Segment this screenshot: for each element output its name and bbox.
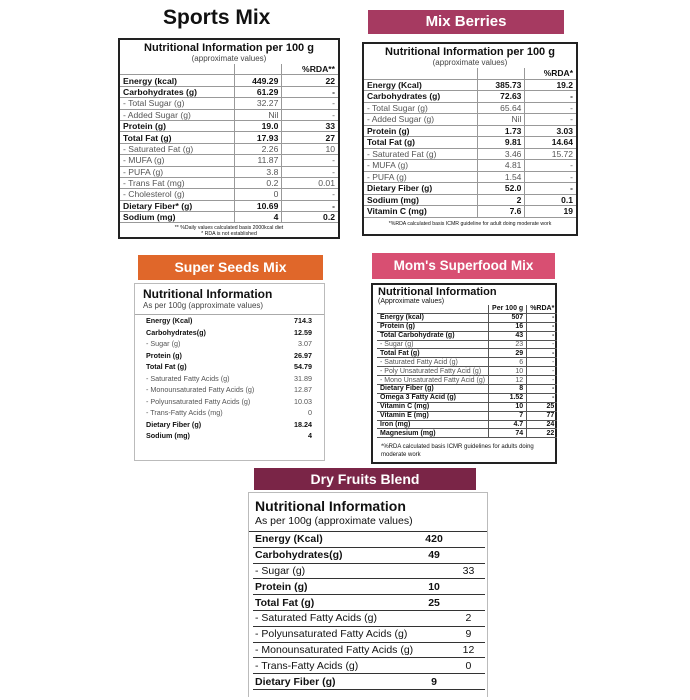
table-row xyxy=(377,402,557,411)
table-row xyxy=(143,430,315,442)
nutrient-rda: - xyxy=(527,331,558,340)
nutrient-rda: - xyxy=(282,189,338,200)
nutrient-name: - Poly Unsaturated Fatty Acid (g) xyxy=(377,367,489,376)
nutrient-value-col2 xyxy=(452,595,485,611)
nutrient-value: 72.63 xyxy=(478,91,525,103)
nutrient-value: 1.52 xyxy=(489,393,527,402)
table-row xyxy=(120,132,338,143)
nutrient-rda: 0.2 xyxy=(282,212,338,223)
nutrient-value: 12.87 xyxy=(294,385,312,395)
nutrient-value: 1.73 xyxy=(478,125,525,137)
nutrient-name: Total Fat (g) xyxy=(146,362,187,372)
nutrient-value: 65.64 xyxy=(478,102,525,114)
table-row xyxy=(377,393,557,402)
nutrient-value: 385.73 xyxy=(478,79,525,91)
table-row xyxy=(143,327,315,339)
nutrient-rda: - xyxy=(527,340,558,349)
nutrient-name: Total Fat (g) xyxy=(120,132,235,143)
table-header-row xyxy=(120,64,338,75)
nutrient-rda: - xyxy=(527,393,558,402)
table-row xyxy=(364,91,576,103)
nutrient-value: 31.89 xyxy=(294,373,312,383)
nutrient-value-col1 xyxy=(416,642,452,658)
nutrient-rda: - xyxy=(525,160,576,172)
nutrient-value: 4.81 xyxy=(478,160,525,172)
table-row xyxy=(377,376,557,385)
nutrient-value: 52.0 xyxy=(478,183,525,195)
nutrient-value: 2.26 xyxy=(235,143,282,154)
table-row xyxy=(253,532,485,547)
nutrient-rda: 15.72 xyxy=(525,148,576,160)
nutrition-table xyxy=(253,532,485,690)
nutrient-name: Dietary Fiber* (g) xyxy=(120,200,235,211)
column-header-rda: %RDA* xyxy=(525,68,576,79)
table-row xyxy=(364,194,576,206)
nutrient-rda: 19 xyxy=(525,206,576,218)
nutrient-value: 507 xyxy=(489,313,527,322)
table-row xyxy=(143,419,315,431)
panel-title: Nutritional Information per 100 g xyxy=(144,42,314,54)
nutrient-name: - Saturated Fat (g) xyxy=(364,148,478,160)
nutrient-value-col2: 2 xyxy=(452,610,485,626)
nutrient-rda: - xyxy=(282,200,338,211)
column-header-per-100g: Per 100 g xyxy=(489,305,527,313)
nutrient-name: Total Fat (g) xyxy=(364,137,478,149)
mix-berries-banner: Mix Berries xyxy=(368,10,564,34)
nutrient-value-col1 xyxy=(416,610,452,626)
nutrient-rda: 0.1 xyxy=(525,194,576,206)
nutrition-table xyxy=(377,305,557,438)
panel-title: Nutritional Information per 100 g xyxy=(385,46,555,58)
footnote: * RDA is not established xyxy=(201,231,257,238)
table-row xyxy=(377,313,557,322)
nutrient-value: 16 xyxy=(489,322,527,331)
sports-mix-heading: Sports Mix xyxy=(163,6,271,29)
nutrient-rda: - xyxy=(282,86,338,97)
nutrient-name: Dietary Fiber (g) xyxy=(377,385,489,394)
nutrient-rda: 14.64 xyxy=(525,137,576,149)
panel-title: Nutritional Information xyxy=(255,498,406,514)
nutrient-value: 7 xyxy=(489,411,527,420)
table-row xyxy=(364,160,576,172)
nutrition-table xyxy=(364,68,576,218)
nutrient-name: - Saturated Fat (g) xyxy=(120,143,235,154)
nutrient-value-col1: 9 xyxy=(416,674,452,690)
table-row xyxy=(377,358,557,367)
nutrient-value: 0 xyxy=(235,189,282,200)
panel-subtitle: (approximate values) xyxy=(191,54,267,63)
nutrient-name: - Mono Unsaturated Fatty Acid (g) xyxy=(377,376,489,385)
nutrient-name: - Sugar (g) xyxy=(377,340,489,349)
nutrient-name: - Polyunsaturated Fatty Acids (g) xyxy=(253,626,416,642)
nutrient-name: - Saturated Fatty Acids (g) xyxy=(146,373,230,383)
nutrient-name: Vitamin C (mg) xyxy=(377,402,489,411)
nutrient-value: 4 xyxy=(308,431,312,441)
nutrient-name: Protein (g) xyxy=(253,579,416,595)
nutrient-value-col2: 9 xyxy=(452,626,485,642)
panel-subtitle: As per 100g (approximate values) xyxy=(135,301,324,315)
table-row xyxy=(143,396,315,408)
nutrient-value: 0 xyxy=(308,408,312,418)
nutrient-name: - Sugar (g) xyxy=(253,563,416,579)
table-row xyxy=(143,315,315,327)
nutrient-value: 3.8 xyxy=(235,166,282,177)
nutrient-name: - Trans-Fatty Acids (g) xyxy=(253,658,416,674)
nutrient-name: - Monounsaturated Fatty Acids (g) xyxy=(253,642,416,658)
table-row xyxy=(377,420,557,429)
nutrient-value: 18.24 xyxy=(294,419,312,429)
nutrient-rda: 10 xyxy=(282,143,338,154)
nutrient-name: Total Carbohydrate (g) xyxy=(377,331,489,340)
table-row xyxy=(377,349,557,358)
table-row xyxy=(377,367,557,376)
nutrient-value-col2: 33 xyxy=(452,563,485,579)
footnote: *%RDA calculated basis ICMR guideline for adult doing moderate work xyxy=(388,220,552,227)
super-seeds-mix-banner: Super Seeds Mix xyxy=(138,255,323,280)
nutrient-name: Energy (Kcal) xyxy=(364,79,478,91)
nutrient-rda: - xyxy=(527,322,558,331)
table-row xyxy=(377,340,557,349)
table-row xyxy=(377,385,557,394)
table-row xyxy=(253,563,485,579)
nutrient-name: Energy (Kcal) xyxy=(253,532,416,547)
nutrient-name: Protein (g) xyxy=(120,120,235,131)
nutrient-name: - PUFA (g) xyxy=(364,171,478,183)
nutrient-name: Carbohydrates(g) xyxy=(253,547,416,563)
nutrient-value: 3.07 xyxy=(298,339,312,349)
nutrient-value-col1: 10 xyxy=(416,579,452,595)
nutrient-rda: - xyxy=(527,367,558,376)
nutrient-name: - Cholesterol (g) xyxy=(120,189,235,200)
table-row xyxy=(143,373,315,385)
nutrient-value: Nil xyxy=(478,114,525,126)
nutrient-rda: - xyxy=(527,313,558,322)
nutrient-name: - Sugar (g) xyxy=(146,339,181,349)
nutrient-rda: - xyxy=(282,155,338,166)
nutrient-rda: - xyxy=(525,171,576,183)
panel-title: Nutritional Information xyxy=(143,287,273,301)
column-header-nutrient xyxy=(364,68,478,79)
mix-berries-nutrition-panel xyxy=(362,42,578,236)
nutrient-rda: - xyxy=(527,349,558,358)
table-row xyxy=(364,125,576,137)
nutrient-value: 32.27 xyxy=(235,98,282,109)
nutrient-name: Iron (mg) xyxy=(377,420,489,429)
nutrient-value: 2 xyxy=(478,194,525,206)
nutrient-value: 9.81 xyxy=(478,137,525,149)
nutrient-value: 23 xyxy=(489,340,527,349)
nutrient-value: 43 xyxy=(489,331,527,340)
nutrient-rda: 22 xyxy=(282,75,338,86)
nutrient-rda: 24 xyxy=(527,420,558,429)
nutrient-value: 449.29 xyxy=(235,75,282,86)
table-row xyxy=(120,155,338,166)
table-row xyxy=(377,322,557,331)
footnote: *%RDA calculated basis ICMR guidelines for adults doing moderate work xyxy=(381,444,534,459)
table-row xyxy=(120,177,338,188)
nutrient-value: 10.03 xyxy=(294,396,312,406)
nutrient-name: Carbohydrates(g) xyxy=(146,327,206,337)
table-row xyxy=(253,658,485,674)
nutrient-value-col1: 25 xyxy=(416,595,452,611)
nutrient-value-col2 xyxy=(452,532,485,547)
nutrient-value-col1 xyxy=(416,563,452,579)
table-row xyxy=(364,171,576,183)
nutrient-name: - Total Sugar (g) xyxy=(364,102,478,114)
nutrient-value: 7.6 xyxy=(478,206,525,218)
nutrient-name: - Trans Fat (mg) xyxy=(120,177,235,188)
table-row xyxy=(143,384,315,396)
table-header-row xyxy=(364,68,576,79)
nutrient-value-col1 xyxy=(416,626,452,642)
nutrient-name: - PUFA (g) xyxy=(120,166,235,177)
table-row xyxy=(120,109,338,120)
nutrient-name: Sodium (mg) xyxy=(364,194,478,206)
nutrient-rda: - xyxy=(527,358,558,367)
nutrient-value: Nil xyxy=(235,109,282,120)
table-row xyxy=(120,166,338,177)
nutrient-value: 3.46 xyxy=(478,148,525,160)
table-row xyxy=(364,79,576,91)
moms-superfood-nutrition-panel xyxy=(371,283,557,464)
table-row xyxy=(120,120,338,131)
table-row xyxy=(120,189,338,200)
nutrient-name: - Saturated Fatty Acid (g) xyxy=(377,358,489,367)
table-row xyxy=(253,595,485,611)
nutrient-rda: 25 xyxy=(527,402,558,411)
nutrient-value: 54.79 xyxy=(294,362,312,372)
nutrient-rda: 77 xyxy=(527,411,558,420)
nutrient-value: 19.0 xyxy=(235,120,282,131)
nutrient-rda: 3.03 xyxy=(525,125,576,137)
nutrient-value-col2 xyxy=(452,579,485,595)
nutrient-name: - Total Sugar (g) xyxy=(120,98,235,109)
nutrient-rda: - xyxy=(282,109,338,120)
table-row xyxy=(364,206,576,218)
table-row xyxy=(120,200,338,211)
nutrient-value: 4 xyxy=(235,212,282,223)
column-header-value xyxy=(235,64,282,75)
table-row xyxy=(253,579,485,595)
nutrient-name: Vitamin E (mg) xyxy=(377,411,489,420)
moms-superfood-mix-banner: Mom's Superfood Mix xyxy=(372,253,555,279)
nutrient-name: - Saturated Fatty Acids (g) xyxy=(253,610,416,626)
table-row xyxy=(364,137,576,149)
nutrient-value-col2 xyxy=(452,674,485,690)
dry-fruits-blend-banner: Dry Fruits Blend xyxy=(254,468,476,490)
nutrient-value: 29 xyxy=(489,349,527,358)
dry-fruits-nutrition-panel xyxy=(248,492,488,697)
table-row xyxy=(143,407,315,419)
table-row xyxy=(120,75,338,86)
nutrient-name: - Polyunsaturated Fatty Acids (g) xyxy=(146,396,251,406)
nutrient-value: 1.54 xyxy=(478,171,525,183)
panel-subtitle: (approximate values) xyxy=(432,58,508,67)
nutrient-value-col1: 49 xyxy=(416,547,452,563)
panel-title: Nutritional Information xyxy=(378,286,497,298)
nutrient-rda: - xyxy=(525,183,576,195)
nutrient-name: Sodium (mg) xyxy=(146,431,190,441)
panel-subtitle: As per 100g (approximate values) xyxy=(249,514,487,532)
nutrient-rda: - xyxy=(527,385,558,394)
column-header-value xyxy=(478,68,525,79)
table-row xyxy=(377,331,557,340)
nutrient-name: Protein (g) xyxy=(377,322,489,331)
nutrient-rda: 27 xyxy=(282,132,338,143)
nutrient-value: 12 xyxy=(489,376,527,385)
nutrition-table xyxy=(120,64,338,223)
table-row xyxy=(253,547,485,563)
nutrient-value: 17.93 xyxy=(235,132,282,143)
table-row xyxy=(120,98,338,109)
nutrient-value: 74 xyxy=(489,429,527,438)
nutrient-value-col2: 12 xyxy=(452,642,485,658)
nutrient-value: 10.69 xyxy=(235,200,282,211)
table-row xyxy=(143,338,315,350)
nutrient-name: - Monounsaturated Fatty Acids (g) xyxy=(146,385,255,395)
nutrient-value: 4.7 xyxy=(489,420,527,429)
table-row xyxy=(120,86,338,97)
nutrient-rda: 22 xyxy=(527,429,558,438)
nutrient-name: - Trans-Fatty Acids (mg) xyxy=(146,408,223,418)
nutrient-name: Total Fat (g) xyxy=(377,349,489,358)
nutrient-value-col1 xyxy=(416,658,452,674)
table-row xyxy=(377,429,557,438)
column-header-nutrient xyxy=(120,64,235,75)
nutrient-rda: - xyxy=(282,98,338,109)
nutrient-rda: - xyxy=(525,114,576,126)
nutrient-value: 8 xyxy=(489,385,527,394)
table-row xyxy=(364,148,576,160)
nutrient-name: - MUFA (g) xyxy=(364,160,478,172)
table-row xyxy=(143,350,315,362)
nutrient-name: Vitamin C (mg) xyxy=(364,206,478,218)
table-row xyxy=(120,143,338,154)
table-row xyxy=(120,212,338,223)
nutrient-rda: - xyxy=(525,102,576,114)
table-row xyxy=(364,183,576,195)
column-header-rda: %RDA* xyxy=(527,305,558,313)
table-row xyxy=(143,361,315,373)
nutrient-name: Carbohydrates (g) xyxy=(120,86,235,97)
footnote: ** %Daily values calculated basis 2000kcal diet xyxy=(174,225,284,232)
nutrient-name: Dietary Fiber (g) xyxy=(364,183,478,195)
table-row xyxy=(364,102,576,114)
nutrient-name: - MUFA (g) xyxy=(120,155,235,166)
nutrient-name: Energy (Kcal) xyxy=(146,316,193,326)
nutrient-value: 10 xyxy=(489,367,527,376)
table-row xyxy=(253,610,485,626)
nutrient-value: 6 xyxy=(489,358,527,367)
nutrient-value: 0.2 xyxy=(235,177,282,188)
nutrient-value: 26.97 xyxy=(294,350,312,360)
nutrient-name: Protein (g) xyxy=(364,125,478,137)
nutrient-name: - Added Sugar (g) xyxy=(120,109,235,120)
table-row xyxy=(364,114,576,126)
nutrient-name: Energy (kcal) xyxy=(120,75,235,86)
nutrient-value: 11.87 xyxy=(235,155,282,166)
panel-subtitle: (Approximate values) xyxy=(378,298,445,305)
nutrient-value-col2: 0 xyxy=(452,658,485,674)
nutrient-rda: 33 xyxy=(282,120,338,131)
nutrient-name: Omega 3 Fatty Acid (g) xyxy=(377,393,489,402)
nutrient-rda: - xyxy=(525,91,576,103)
nutrient-name: Magnesium (mg) xyxy=(377,429,489,438)
nutrient-name: Dietary Fiber (g) xyxy=(253,674,416,690)
nutrient-name: Energy (kcal) xyxy=(377,313,489,322)
nutrient-value-col1: 420 xyxy=(416,532,452,547)
nutrient-rda: - xyxy=(282,166,338,177)
nutrient-value: 714.3 xyxy=(294,316,312,326)
nutrient-name: Total Fat (g) xyxy=(253,595,416,611)
sports-mix-nutrition-panel xyxy=(118,38,340,239)
table-row xyxy=(377,411,557,420)
nutrient-name: Dietary Fiber (g) xyxy=(146,419,202,429)
nutrient-rda: 0.01 xyxy=(282,177,338,188)
nutrient-value: 61.29 xyxy=(235,86,282,97)
nutrient-name: Carbohydrates (g) xyxy=(364,91,478,103)
column-header-rda: %RDA** xyxy=(282,64,338,75)
nutrient-value: 12.59 xyxy=(294,327,312,337)
table-row xyxy=(253,626,485,642)
table-row xyxy=(253,674,485,690)
nutrient-value-col2 xyxy=(452,547,485,563)
table-row xyxy=(253,642,485,658)
nutrient-rda: - xyxy=(527,376,558,385)
column-header-nutrient xyxy=(377,305,489,313)
nutrient-name: Sodium (mg) xyxy=(120,212,235,223)
nutrition-table xyxy=(143,315,315,442)
nutrient-rda: 19.2 xyxy=(525,79,576,91)
super-seeds-nutrition-panel xyxy=(134,283,325,461)
nutrient-value: 10 xyxy=(489,402,527,411)
nutrient-name: Protein (g) xyxy=(146,350,182,360)
nutrient-name: - Added Sugar (g) xyxy=(364,114,478,126)
